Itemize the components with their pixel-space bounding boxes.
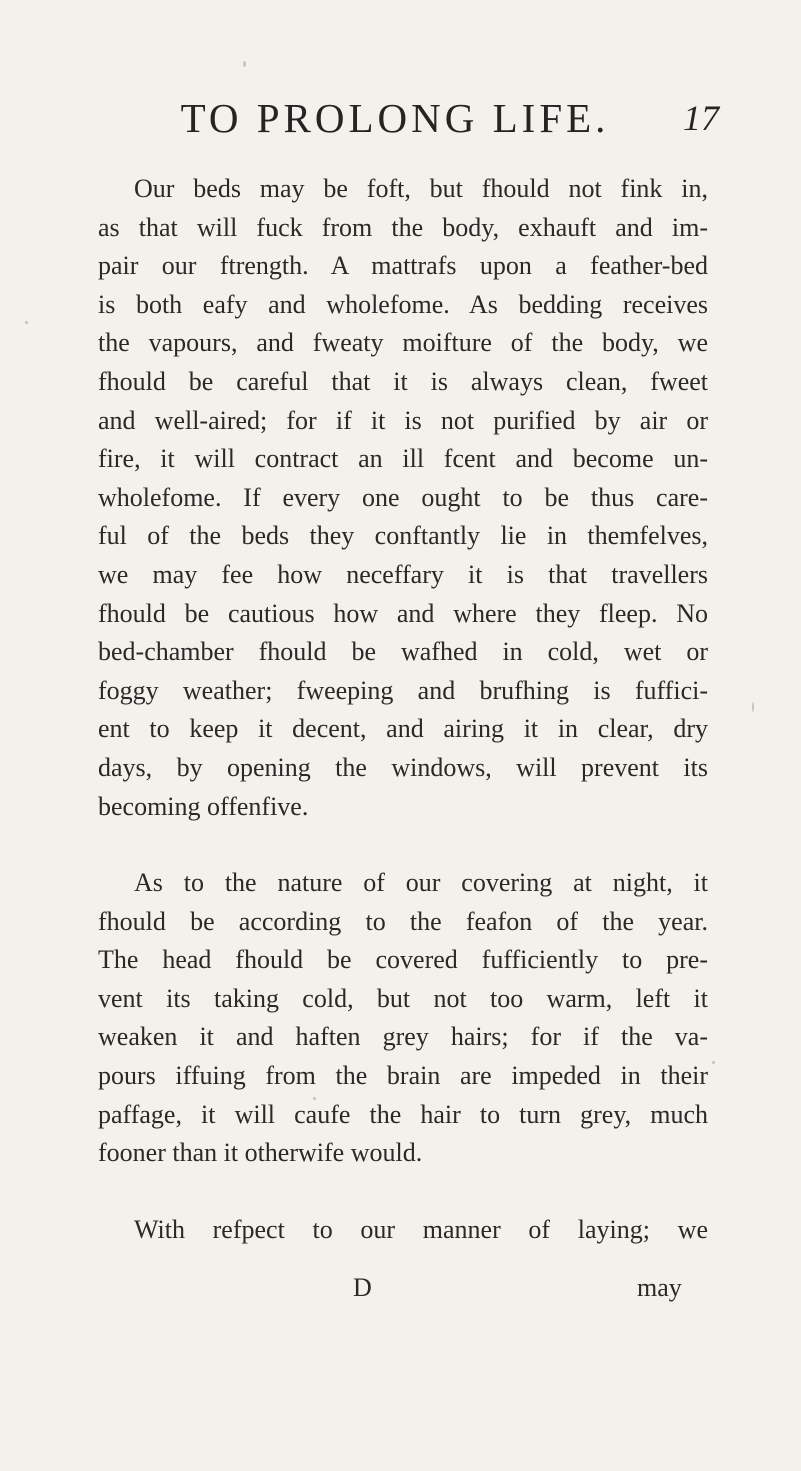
text-line: and well-aired; for if it is not purified by air or (98, 405, 708, 435)
text-line: ful of the beds they conftantly lie in themfelves, (98, 521, 708, 551)
print-speck (712, 1061, 715, 1064)
running-title: TO PROLONG LIFE. (180, 95, 610, 141)
text-line: vent its taking cold, but not too warm, left it (98, 983, 708, 1013)
text-line: fire, it will contract an ill fcent and become un- (98, 444, 708, 474)
text-line: is both eafy and wholefome. As bedding receives (98, 289, 708, 319)
text-line: the vapours, and fweaty moifture of the body, we (98, 328, 708, 358)
paragraph-gap (98, 826, 708, 864)
text-line: With refpect to our manner of laying; we (134, 1214, 708, 1244)
text-line: foggy weather; fweeping and brufhing is fuffici- (98, 675, 708, 705)
paragraph-gap (98, 1173, 708, 1211)
text-line: Our beds may be foft, but fhould not fink in, (134, 174, 708, 203)
text-line: pair our ftrength. A mattrafs upon a feather-bed (98, 251, 708, 281)
text-line: wholefome. If every one ought to be thus care- (98, 482, 708, 512)
print-speck (25, 321, 28, 324)
text-line: we may fee how neceffary it is that travellers (98, 559, 708, 589)
text-line: ent to keep it decent, and airing it in clear, dry (98, 714, 708, 744)
text-line: as that will fuck from the body, exhauft and im- (98, 212, 708, 242)
print-speck (313, 1097, 316, 1100)
page-footer (0, 1268, 801, 1308)
text-line: paffage, it will caufe the hair to turn grey, much (98, 1099, 708, 1129)
print-speck (243, 61, 246, 67)
text-line: As to the nature of our covering at night, it (134, 868, 708, 898)
signature-mark: D (353, 1273, 372, 1302)
text-line: days, by opening the windows, will prevent its (98, 752, 708, 782)
text-line: weaken it and haften grey hairs; for if the va- (98, 1022, 708, 1052)
body-text (98, 170, 708, 1249)
print-speck (752, 702, 754, 712)
text-line: fhould be careful that it is always clean, fweet (98, 366, 708, 396)
running-head (0, 88, 801, 148)
text-line: fooner than it otherwife would. (98, 1138, 423, 1168)
text-line: fhould be cautious how and where they fleep. No (98, 598, 708, 628)
page-number: 17 (683, 98, 719, 138)
text-line: fhould be according to the feafon of the year. (98, 906, 708, 936)
text-line: bed-chamber fhould be wafhed in cold, wet or (98, 637, 708, 667)
text-line: pours iffuing from the brain are impeded in their (98, 1061, 708, 1091)
text-line: The head fhould be covered fufficiently to pre- (98, 945, 708, 975)
catchword: may (637, 1273, 682, 1302)
text-line: becoming offenfive. (98, 791, 309, 821)
